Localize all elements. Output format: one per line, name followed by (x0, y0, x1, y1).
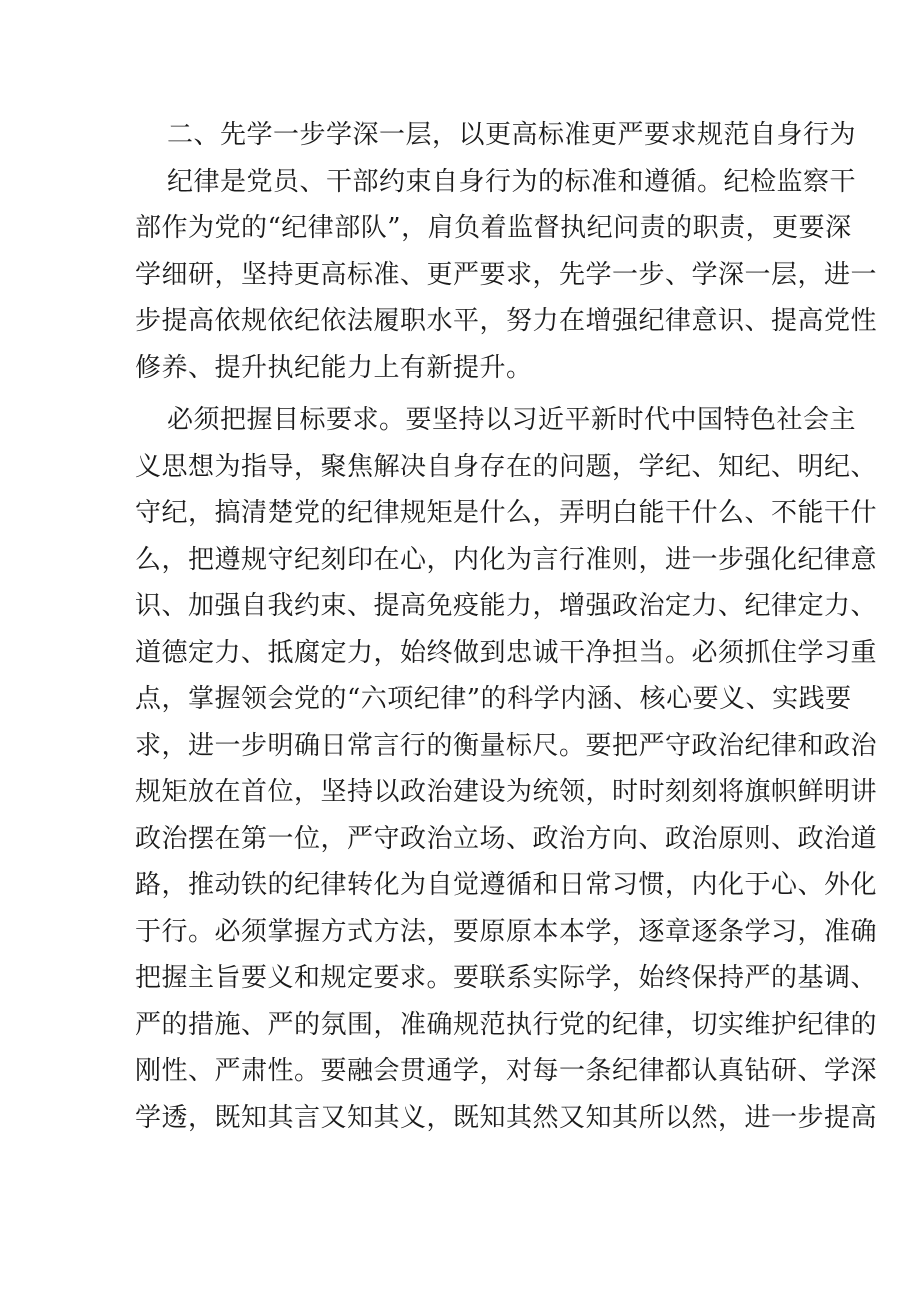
text-line: 规矩放在首位，坚持以政治建设为统领，时时刻刻将旗帜鲜明讲 (135, 777, 878, 807)
text-line: 于行。必须掌握方式方法，要原原本本学，逐章逐条学习，准确 (135, 916, 878, 947)
text-line: 义思想为指导，聚焦解决自身存在的问题，学纪、知纪、明纪、 (135, 451, 878, 482)
text-line: 求，进一步明确日常言行的衡量标尺。要把严守政治纪律和政治 (135, 730, 878, 761)
text-line: 守纪，搞清楚党的纪律规矩是什么，弄明白能干什么、不能干什 (135, 498, 878, 528)
text-line: 部作为党的“纪律部队”，肩负着监督执纪问责的职责，更要深 (135, 213, 852, 243)
section-heading: 二、先学一步学深一层，以更高标准更严要求规范自身行为 (167, 120, 857, 150)
text-line: 政治摆在第一位，严守政治立场、政治方向、政治原则、政治道 (135, 823, 878, 854)
paragraph-2 (135, 397, 878, 1141)
text-line: 严的措施、严的氛围，准确规范执行党的纪律，切实维护纪律的 (135, 1009, 878, 1040)
paragraph-1 (135, 159, 878, 392)
text-line: 纪律是党员、干部约束自身行为的标准和遵循。纪检监察干 (167, 166, 857, 197)
text-line: 么，把遵规守纪刻印在心，内化为言行准则，进一步强化纪律意 (135, 544, 878, 575)
text-line: 识、加强自我约束、提高免疫能力，增强政治定力、纪律定力、 (135, 591, 878, 621)
text-line: 点，掌握领会党的“六项纪律”的科学内涵、核心要义、实践要 (135, 684, 852, 714)
text-line: 修养、提升执纪能力上有新提升。 (135, 352, 533, 383)
text-line: 刚性、严肃性。要融会贯通学，对每一条纪律都认真钻研、学深 (135, 1056, 878, 1086)
text-line: 必须把握目标要求。要坚持以习近平新时代中国特色社会主 (167, 405, 857, 435)
text-line: 路，推动铁的纪律转化为自觉遵循和日常习惯，内化于心、外化 (135, 870, 878, 900)
text-line: 把握主旨要义和规定要求。要联系实际学，始终保持严的基调、 (135, 963, 878, 993)
document-body (135, 112, 878, 1141)
text-line: 道德定力、抵腐定力，始终做到忠诚干净担当。必须抓住学习重 (135, 637, 878, 668)
text-line: 步提高依规依纪依法履职水平，努力在增强纪律意识、提高党性 (135, 306, 878, 336)
text-line: 学透，既知其言又知其义，既知其然又知其所以然，进一步提高 (135, 1102, 878, 1133)
text-line: 学细研，坚持更高标准、更严要求，先学一步、学深一层，进一 (135, 259, 878, 290)
